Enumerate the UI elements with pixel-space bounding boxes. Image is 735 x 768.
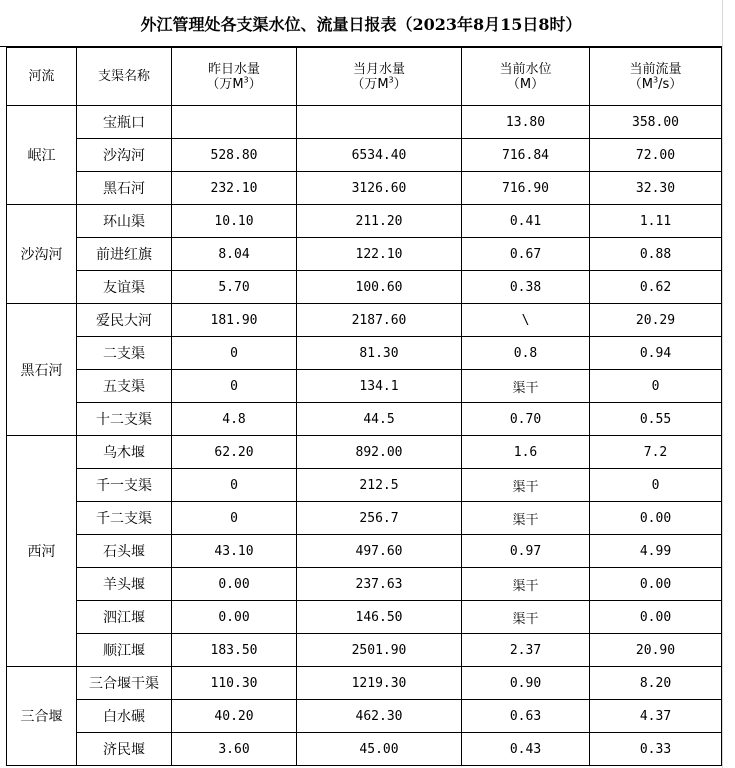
yesterday-volume-cell[interactable]: 0.00 xyxy=(172,568,297,601)
canal-cell[interactable]: 济民堰 xyxy=(77,733,172,766)
yesterday-volume-cell[interactable]: 5.70 xyxy=(172,271,297,304)
river-cell[interactable]: 西河 xyxy=(7,436,77,667)
table-row xyxy=(7,370,722,403)
table-row xyxy=(7,172,722,205)
month-volume-cell[interactable]: 237.63 xyxy=(297,568,462,601)
table-row xyxy=(7,403,722,436)
yesterday-volume-cell[interactable]: 183.50 xyxy=(172,634,297,667)
yesterday-volume-cell[interactable]: 3.60 xyxy=(172,733,297,766)
water-level-cell[interactable]: 0.70 xyxy=(462,403,590,436)
canal-cell[interactable]: 环山渠 xyxy=(77,205,172,238)
month-volume-cell[interactable]: 497.60 xyxy=(297,535,462,568)
canal-cell[interactable]: 千一支渠 xyxy=(77,469,172,502)
flow-cell[interactable]: 0.88 xyxy=(590,238,722,271)
canal-cell[interactable]: 爱民大河 xyxy=(77,304,172,337)
month-volume-cell[interactable]: 2501.90 xyxy=(297,634,462,667)
water-level-cell[interactable]: 0.41 xyxy=(462,205,590,238)
yesterday-volume-cell[interactable]: 8.04 xyxy=(172,238,297,271)
yesterday-volume-cell[interactable]: 40.20 xyxy=(172,700,297,733)
canal-cell[interactable]: 沙沟河 xyxy=(77,139,172,172)
canal-cell[interactable]: 乌木堰 xyxy=(77,436,172,469)
table-row xyxy=(7,238,722,271)
month-volume-cell[interactable]: 146.50 xyxy=(297,601,462,634)
table-row xyxy=(7,535,722,568)
flow-cell[interactable]: 0.00 xyxy=(590,502,722,535)
table-row xyxy=(7,205,722,238)
table-row xyxy=(7,337,722,370)
canal-cell[interactable]: 泗江堰 xyxy=(77,601,172,634)
canal-cell[interactable]: 友谊渠 xyxy=(77,271,172,304)
water-level-cell[interactable]: 渠干 xyxy=(462,370,590,403)
yesterday-volume-cell[interactable]: 0 xyxy=(172,469,297,502)
month-volume-cell[interactable]: 2187.60 xyxy=(297,304,462,337)
month-volume-cell[interactable]: 44.5 xyxy=(297,403,462,436)
canal-cell[interactable]: 黑石河 xyxy=(77,172,172,205)
water-level-cell[interactable]: 716.90 xyxy=(462,172,590,205)
month-volume-cell[interactable]: 256.7 xyxy=(297,502,462,535)
canal-cell[interactable]: 二支渠 xyxy=(77,337,172,370)
header-month-volume[interactable]: 当月水量 （万$M^3$） xyxy=(297,48,462,106)
canal-cell[interactable]: 前进红旗 xyxy=(77,238,172,271)
river-cell[interactable]: 黑石河 xyxy=(7,304,77,436)
flow-cell[interactable]: 32.30 xyxy=(590,172,722,205)
header-canal[interactable]: 支渠名称 xyxy=(77,48,172,106)
month-volume-cell[interactable]: 211.20 xyxy=(297,205,462,238)
flow-cell[interactable]: 20.90 xyxy=(590,634,722,667)
canal-cell[interactable]: 白水碾 xyxy=(77,700,172,733)
river-cell[interactable]: 三合堰 xyxy=(7,667,77,766)
month-volume-cell[interactable]: 100.60 xyxy=(297,271,462,304)
flow-cell[interactable]: 1.11 xyxy=(590,205,722,238)
canal-cell[interactable]: 宝瓶口 xyxy=(77,106,172,139)
canal-cell[interactable]: 千二支渠 xyxy=(77,502,172,535)
water-level-cell[interactable]: 0.63 xyxy=(462,700,590,733)
yesterday-volume-cell[interactable]: 0 xyxy=(172,502,297,535)
water-level-cell[interactable]: 渠干 xyxy=(462,502,590,535)
flow-cell[interactable]: 0 xyxy=(590,469,722,502)
flow-cell[interactable]: 4.99 xyxy=(590,535,722,568)
water-level-cell[interactable]: \ xyxy=(462,304,590,337)
yesterday-volume-cell[interactable]: 0.00 xyxy=(172,601,297,634)
month-volume-cell[interactable]: 45.00 xyxy=(297,733,462,766)
water-level-cell[interactable]: 渠干 xyxy=(462,601,590,634)
month-volume-cell[interactable] xyxy=(297,106,462,139)
table-row xyxy=(7,271,722,304)
yesterday-volume-cell[interactable]: 528.80 xyxy=(172,139,297,172)
table-row xyxy=(7,634,722,667)
water-level-cell[interactable]: 716.84 xyxy=(462,139,590,172)
canal-cell[interactable]: 十二支渠 xyxy=(77,403,172,436)
yesterday-volume-cell[interactable]: 110.30 xyxy=(172,667,297,700)
water-level-cell[interactable]: 13.80 xyxy=(462,106,590,139)
water-level-cell[interactable]: 1.6 xyxy=(462,436,590,469)
yesterday-volume-cell[interactable]: 181.90 xyxy=(172,304,297,337)
yesterday-volume-cell[interactable]: 43.10 xyxy=(172,535,297,568)
table-row xyxy=(7,700,722,733)
flow-cell[interactable]: 4.37 xyxy=(590,700,722,733)
month-volume-cell[interactable]: 122.10 xyxy=(297,238,462,271)
table-row xyxy=(7,304,722,337)
water-level-cell[interactable]: 0.67 xyxy=(462,238,590,271)
report-table xyxy=(6,47,722,766)
flow-cell[interactable]: 0.94 xyxy=(590,337,722,370)
month-volume-cell[interactable]: 892.00 xyxy=(297,436,462,469)
yesterday-volume-cell[interactable]: 62.20 xyxy=(172,436,297,469)
flow-cell[interactable]: 0.33 xyxy=(590,733,722,766)
header-river[interactable]: 河流 xyxy=(7,48,77,106)
flow-cell[interactable]: 0.00 xyxy=(590,568,722,601)
table-row xyxy=(7,436,722,469)
canal-cell[interactable]: 顺江堰 xyxy=(77,634,172,667)
yesterday-volume-cell[interactable]: 0 xyxy=(172,337,297,370)
water-level-cell[interactable]: 0.90 xyxy=(462,667,590,700)
flow-cell[interactable]: 20.29 xyxy=(590,304,722,337)
yesterday-volume-cell[interactable] xyxy=(172,106,297,139)
flow-cell[interactable]: 8.20 xyxy=(590,667,722,700)
water-level-cell[interactable]: 0.38 xyxy=(462,271,590,304)
yesterday-volume-cell[interactable]: 4.8 xyxy=(172,403,297,436)
table-row xyxy=(7,568,722,601)
flow-cell[interactable]: 7.2 xyxy=(590,436,722,469)
grid-line xyxy=(722,0,723,768)
month-volume-cell[interactable]: 1219.30 xyxy=(297,667,462,700)
canal-cell[interactable]: 五支渠 xyxy=(77,370,172,403)
flow-cell[interactable]: 0.62 xyxy=(590,271,722,304)
month-volume-cell[interactable]: 212.5 xyxy=(297,469,462,502)
report-title[interactable]: 外江管理处各支渠水位、流量日报表（2023年8月15日8时） xyxy=(0,0,722,47)
header-current-level[interactable]: 当前水位 （M） xyxy=(462,48,590,106)
water-level-cell[interactable]: 2.37 xyxy=(462,634,590,667)
river-cell[interactable]: 岷江 xyxy=(7,106,77,205)
water-level-cell[interactable]: 0.97 xyxy=(462,535,590,568)
month-volume-cell[interactable]: 81.30 xyxy=(297,337,462,370)
table-row xyxy=(7,502,722,535)
month-volume-cell[interactable]: 134.1 xyxy=(297,370,462,403)
canal-cell[interactable]: 羊头堰 xyxy=(77,568,172,601)
month-volume-cell[interactable]: 462.30 xyxy=(297,700,462,733)
table-row xyxy=(7,601,722,634)
flow-cell[interactable]: 0.00 xyxy=(590,601,722,634)
yesterday-volume-cell[interactable]: 232.10 xyxy=(172,172,297,205)
table-row xyxy=(7,139,722,172)
table-row xyxy=(7,667,722,700)
canal-cell[interactable]: 三合堰干渠 xyxy=(77,667,172,700)
water-level-cell[interactable]: 0.8 xyxy=(462,337,590,370)
river-cell[interactable]: 沙沟河 xyxy=(7,205,77,304)
flow-cell[interactable]: 358.00 xyxy=(590,106,722,139)
canal-cell[interactable]: 石头堰 xyxy=(77,535,172,568)
flow-cell[interactable]: 0.55 xyxy=(590,403,722,436)
header-yesterday-volume[interactable]: 昨日水量 （万$M^3$） xyxy=(172,48,297,106)
yesterday-volume-cell[interactable]: 0 xyxy=(172,370,297,403)
flow-cell[interactable]: 72.00 xyxy=(590,139,722,172)
flow-cell[interactable]: 0 xyxy=(590,370,722,403)
month-volume-cell[interactable]: 3126.60 xyxy=(297,172,462,205)
table-row xyxy=(7,106,722,139)
header-current-flow[interactable]: 当前流量 $(M^3/s)$ xyxy=(590,48,722,106)
table-row xyxy=(7,733,722,766)
table-row xyxy=(7,469,722,502)
water-level-cell[interactable]: 渠干 xyxy=(462,469,590,502)
yesterday-volume-cell[interactable]: 10.10 xyxy=(172,205,297,238)
water-level-cell[interactable]: 0.43 xyxy=(462,733,590,766)
water-level-cell[interactable]: 渠干 xyxy=(462,568,590,601)
header-row xyxy=(7,48,722,106)
month-volume-cell[interactable]: 6534.40 xyxy=(297,139,462,172)
